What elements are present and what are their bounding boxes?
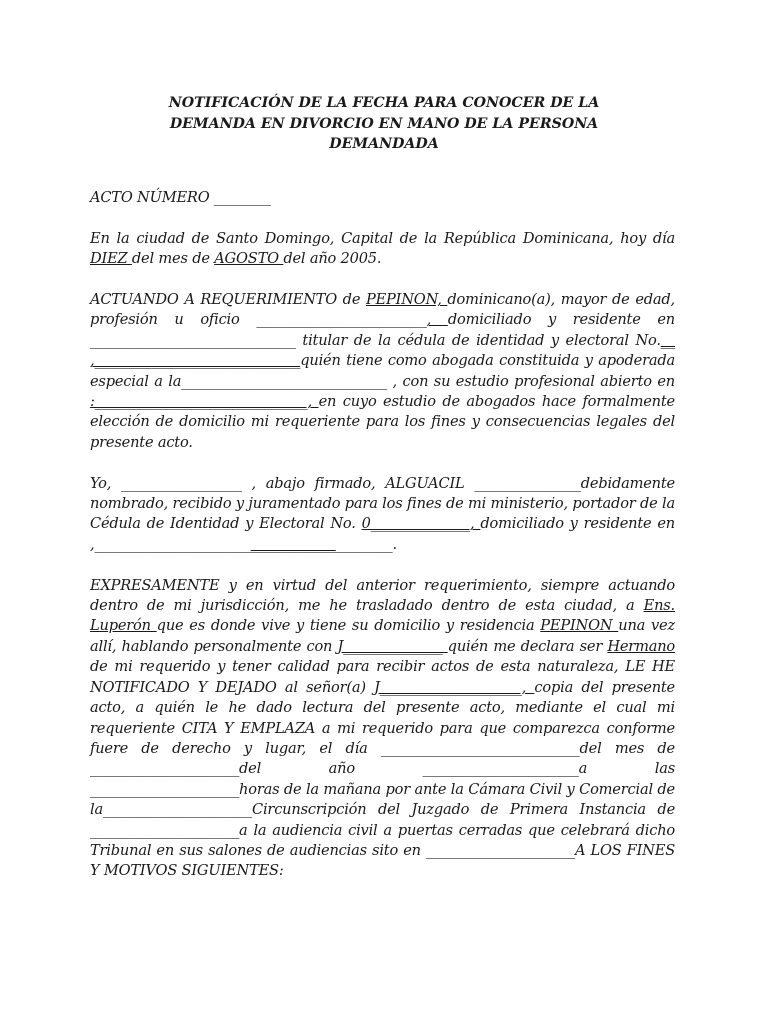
text-run: una vez allí, hablando personalmente con — [90, 617, 675, 655]
document-body — [90, 188, 675, 902]
paragraph-expresamente — [90, 576, 675, 882]
paragraph-requerimiento — [90, 290, 675, 453]
document-title — [90, 93, 678, 155]
title-line: NOTIFICACIÓN DE LA FECHA PARA CONOCER DE LA — [168, 95, 600, 111]
title-line: DEMANDADA — [329, 136, 439, 152]
text-run: que es donde vive y tiene su domicilio y residencia — [156, 617, 541, 635]
requerido-name-field: PEPINON — [540, 617, 619, 635]
relation-field: Hermano — [607, 637, 675, 655]
text-run: del mes de — [131, 250, 215, 268]
acto-label: ACTO NÚMERO ________ — [90, 189, 271, 206]
cedula-field: __ ,_____________________________ — [90, 331, 675, 370]
address-field: :______________________________, — [90, 393, 319, 411]
text-run: domiciliado y residente en ,______________________ — [90, 515, 675, 553]
text-run: copia del presente acto, a quién le he dado lectura del presente acto, mediante el cual mi requeriente CITA Y EMPLAZA a mi requerido para que comparezca conforme fuere de derecho y lugar, el día ____________________________del mes de _____________________del año ______________________a las _____________________horas de la mañana por ante la Cámara Civil y Comercial de la_____________________Circunscripción del Juzgado de Primera Instancia de _____________________a la audiencia civil a puertas cerradas que celebrará dicho Tribunal en sus salones de audiencias sito en _____________________A LOS FINES Y MOTIVOS SIGUIENTES: — [90, 678, 675, 880]
text-run: del año 2005. — [283, 250, 382, 268]
residence-field: ____________ — [250, 535, 336, 553]
requeriente-name-field: PEPINON, — [365, 291, 448, 308]
day-field: DIEZ — [90, 250, 132, 268]
profesion-comma: , — [426, 311, 448, 329]
text-run: ACTUANDO A REQUERIMIENTO de — [90, 291, 366, 308]
title-line: DEMANDA EN DIVORCIO EN MANO DE LA PERSONA — [169, 115, 599, 132]
acto-numero — [90, 188, 675, 208]
text-run: domiciliado y residente en _____________________________ titular de la cédula de identidad y electoral No. — [90, 311, 675, 349]
senor-field: J____________________, — [374, 678, 535, 696]
place-field: Ens. Luperón — [90, 597, 675, 635]
text-run: ________. — [335, 535, 397, 553]
text-run: En la ciudad de Santo Domingo, Capital de la República Dominicana, hoy día — [90, 229, 675, 247]
text-run: quién me declara ser — [447, 637, 608, 655]
person-field: J______________ — [337, 637, 448, 655]
text-run: de mi requerido y tener calidad para recibir actos de esta naturaleza, LE HE NOTIFICADO Y DEJADO al señor(a) — [90, 658, 675, 696]
alguacil-cedula-field: 0______________, — [361, 515, 481, 533]
text-run: EXPRESAMENTE y en virtud del anterior requerimiento, siempre actuando dentro de mi jurisdicción, me he trasladado dentro de esta ciudad, a — [90, 576, 675, 615]
paragraph-date — [90, 229, 675, 270]
text-run: dominicano(a), mayor de edad, profesión u oficio ________________________ — [90, 291, 675, 329]
text-run: en cuyo estudio de abogados hace formalmente elección de domicilio mi requeriente para los fines y consecuencias legales del presente acto. — [90, 393, 675, 451]
text-run: Yo, _________________ , abajo firmado, ALGUACIL _______________debidamente nombrado, recibido y juramentado para los fines de mi ministerio, portador de la Cédula de Identidad y Electoral No. — [90, 474, 675, 533]
text-run: quién tiene como abogada constituida y apoderada especial a la_____________________________ , con su estudio profesional abierto en — [90, 352, 675, 390]
month-field: AGOSTO — [214, 250, 284, 268]
paragraph-alguacil — [90, 474, 675, 556]
